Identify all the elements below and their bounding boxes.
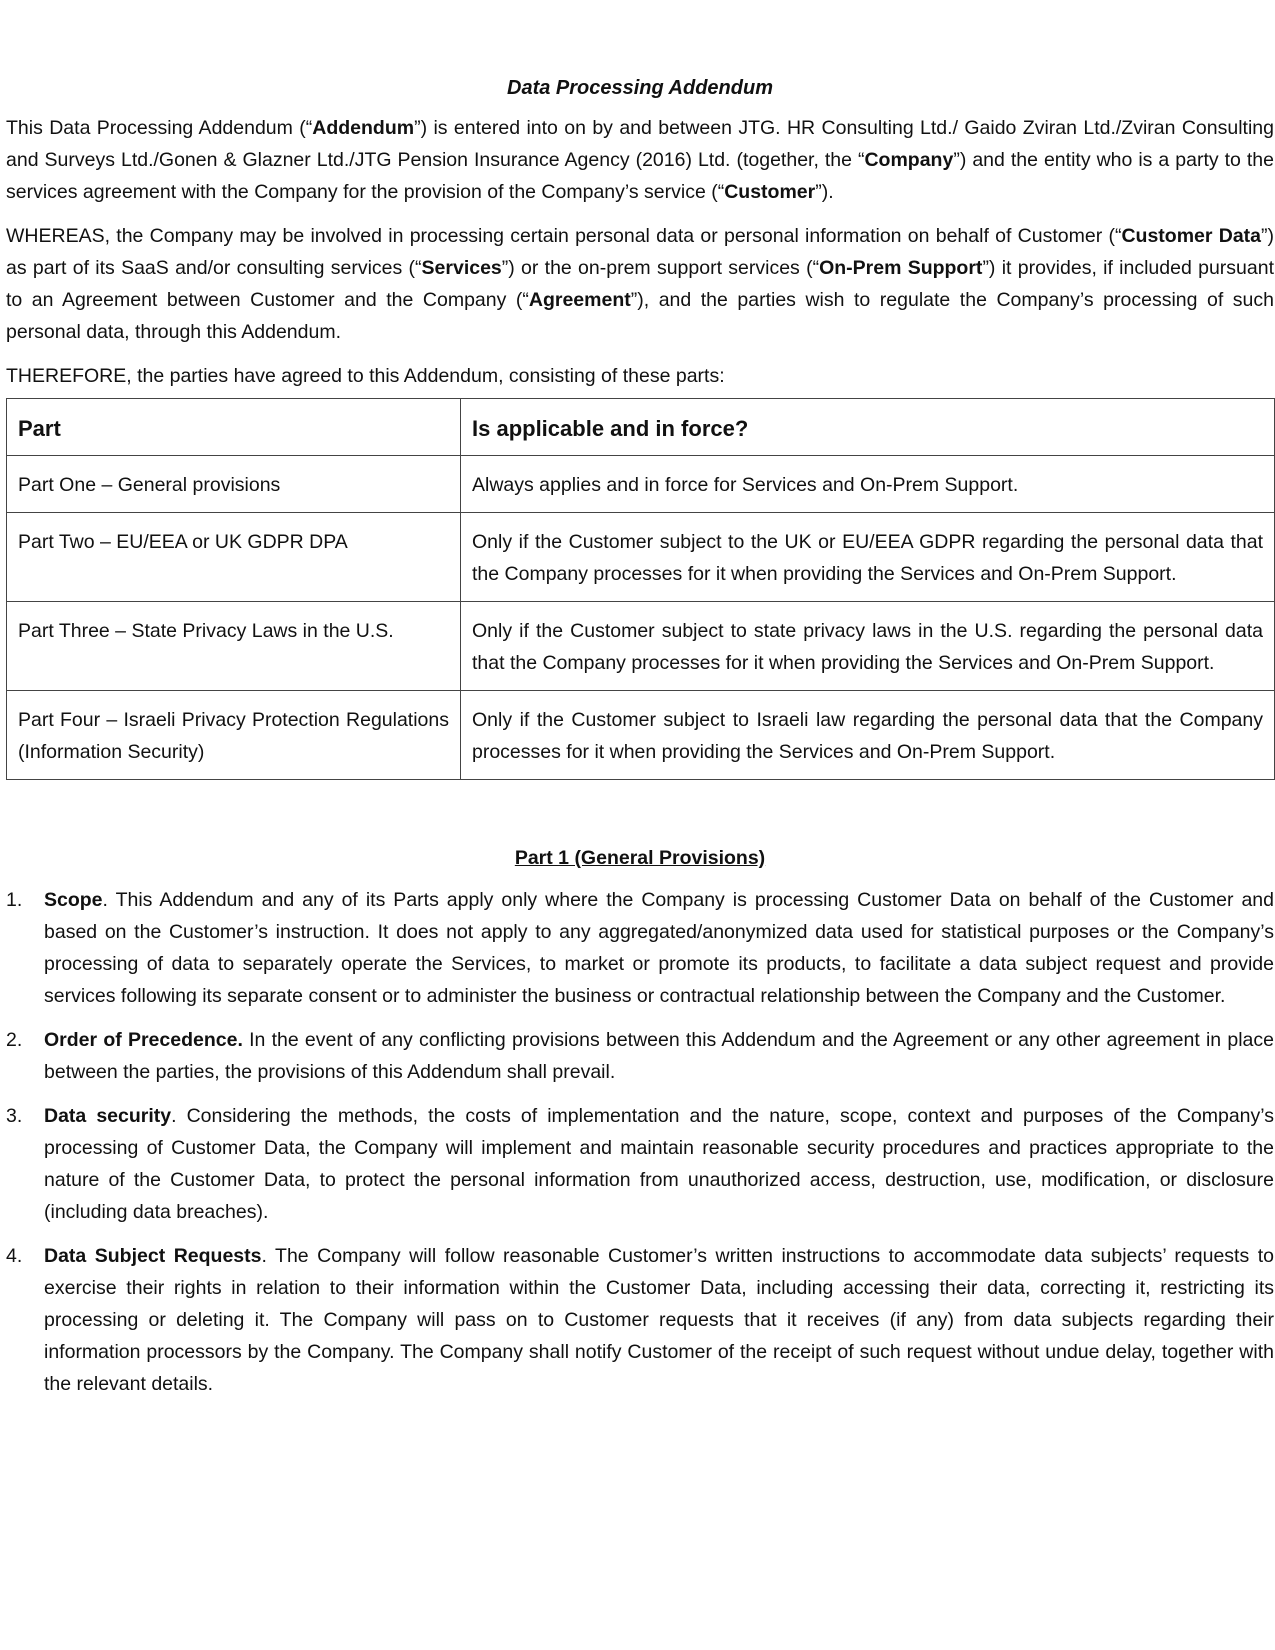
item-number: 1. <box>6 889 23 911</box>
therefore-paragraph: THEREFORE, the parties have agreed to this Addendum, consisting of these parts: <box>6 365 725 387</box>
table-cell-part: Part One – General provisions <box>7 456 461 513</box>
defined-term-services: Services <box>421 257 502 279</box>
item-heading: Data security <box>44 1105 172 1127</box>
table-header-row <box>7 399 1275 456</box>
intro-text: ”) and the entity who is a party to the services agreement with the Company for the provision of the Company’s service (“ <box>6 149 1274 203</box>
table-row <box>7 602 1275 691</box>
list-item <box>6 884 1274 1012</box>
table-row <box>7 691 1275 780</box>
item-number: 3. <box>6 1105 23 1127</box>
intro-text: ”). <box>815 181 834 203</box>
table-cell-applicability: Only if the Customer subject to Israeli law regarding the personal data that the Company processes for it when providing the Services and On-Prem Support. <box>461 691 1275 780</box>
item-text: . Considering the methods, the costs of implementation and the nature, scope, context and purposes of the Company’s processing of Customer Data, the Company will implement and maintain reasonable security procedures and practices appropriate to the nature of the Customer Data, to protect the personal information from unauthorized access, destruction, use, modification, or disclosure (including data breaches). <box>44 1105 1274 1223</box>
parts-table <box>6 398 1275 780</box>
document-title: Data Processing Addendum <box>507 77 773 99</box>
whereas-text: ”) it provides, if included pursuant to an Agreement between Customer and the Company (“ <box>6 257 1274 311</box>
document-page <box>6 72 1274 1412</box>
table-row <box>7 513 1275 602</box>
item-text: . The Company will follow reasonable Customer’s written instructions to accommodate data subjects’ requests to exercise their rights in relation to their information within the Customer Data, including accessing their data, correcting it, restricting its processing or deleting it. The Company will pass on to Customer requests that it receives (if any) from data subjects regarding their information processors by the Company. The Company shall notify Customer of the receipt of such request without undue delay, together with the relevant details. <box>44 1245 1274 1395</box>
table-header-part: Part <box>7 399 461 456</box>
table-cell-part: Part Four – Israeli Privacy Protection Regulations (Information Security) <box>7 691 461 780</box>
defined-term-customer-data: Customer Data <box>1121 225 1262 247</box>
list-item <box>6 1240 1274 1400</box>
item-heading: Scope <box>44 889 103 911</box>
table-cell-applicability: Only if the Customer subject to the UK or EU/EEA GDPR regarding the personal data that the Company processes for it when providing the Services and On-Prem Support. <box>461 513 1275 602</box>
defined-term-agreement: Agreement <box>528 289 631 311</box>
list-item <box>6 1024 1274 1088</box>
table-cell-part: Part Two – EU/EEA or UK GDPR DPA <box>7 513 461 602</box>
intro-text: This Data Processing Addendum (“ <box>6 117 313 139</box>
defined-term-addendum: Addendum <box>312 117 415 139</box>
whereas-text: WHEREAS, the Company may be involved in processing certain personal data or personal information on behalf of Customer (“ <box>6 225 1122 247</box>
item-text: . This Addendum and any of its Parts apply only where the Company is processing Customer Data on behalf of the Customer and based on the Customer’s instruction. It does not apply to any aggregated/anonymized data used for statistical purposes or the Company’s processing of data to separately operate the Services, to market or promote its products, to facilitate a data subject request and provide services following its separate consent or to administer the business or contractual relationship between the Company and the Customer. <box>44 889 1274 1007</box>
defined-term-on-prem-support: On-Prem Support <box>819 257 983 279</box>
whereas-text: ”) as part of its SaaS and/or consulting services (“ <box>6 225 1275 279</box>
whereas-text: ”), and the parties wish to regulate the Company’s processing of such personal data, through this Addendum. <box>6 289 1274 343</box>
table-row <box>7 456 1275 513</box>
intro-text: ”) is entered into on by and between JTG. HR Consulting Ltd./ Gaido Zviran Ltd./Zviran Consulting and Surveys Ltd./Gonen & Glazner Ltd./JTG Pension Insurance Agency (2016) Ltd. (together, the “ <box>6 117 1274 171</box>
part-1-title: Part 1 (General Provisions) <box>514 847 766 869</box>
defined-term-company: Company <box>864 149 954 171</box>
item-number: 2. <box>6 1029 23 1051</box>
item-number: 4. <box>6 1245 23 1267</box>
table-cell-applicability: Only if the Customer subject to state privacy laws in the U.S. regarding the personal data that the Company processes for it when providing the Services and On-Prem Support. <box>461 602 1275 691</box>
provisions-list <box>6 884 1274 1400</box>
table-cell-applicability: Always applies and in force for Services and On-Prem Support. <box>461 456 1275 513</box>
defined-term-customer: Customer <box>724 181 816 203</box>
item-heading: Data Subject Requests <box>44 1245 262 1267</box>
table-header-applicability: Is applicable and in force? <box>461 399 1275 456</box>
table-cell-part: Part Three – State Privacy Laws in the U.S. <box>7 602 461 691</box>
item-heading: Order of Precedence. <box>44 1029 243 1051</box>
item-text: In the event of any conflicting provisions between this Addendum and the Agreement or any other agreement in place between the parties, the provisions of this Addendum shall prevail. <box>44 1029 1274 1083</box>
whereas-paragraph <box>6 220 1274 348</box>
whereas-text: ”) or the on-prem support services (“ <box>501 257 820 279</box>
list-item <box>6 1100 1274 1228</box>
intro-paragraph-1 <box>6 112 1274 208</box>
